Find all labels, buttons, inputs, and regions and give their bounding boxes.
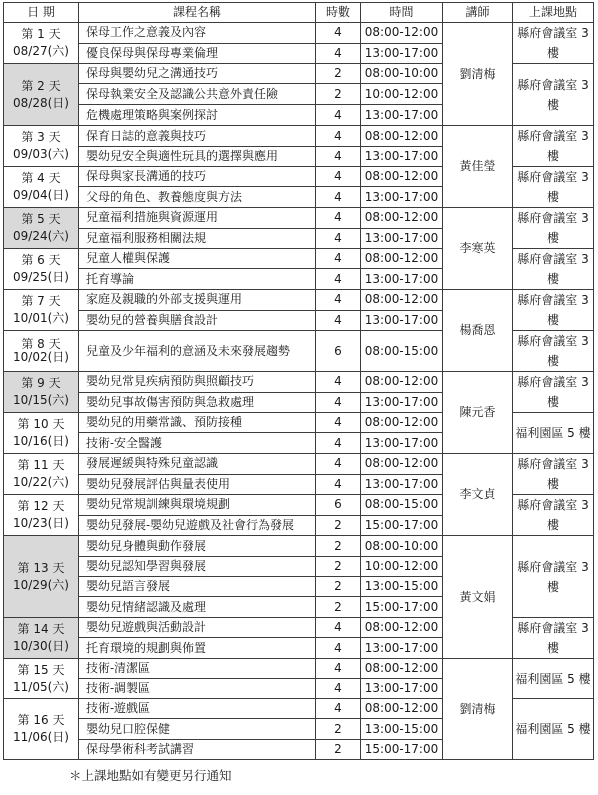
day-label: 第 5 天 [21,212,61,226]
hours-cell: 4 [316,454,361,475]
hours-cell: 4 [316,474,361,495]
course-cell: 兒童福利措施與資源運用 [79,208,316,229]
time-cell: 08:00-12:00 [361,454,443,475]
time-cell: 10:00-12:00 [361,84,443,105]
location-cell: 縣府會議室 3 樓 [513,126,594,167]
hours-cell: 2 [316,84,361,105]
day-label: 第 11 天 [17,458,65,472]
training-schedule-table [3,2,594,760]
teacher-cell: 陳元香 [443,372,513,454]
hours-cell: 4 [316,638,361,659]
header-hours: 時數 [316,3,361,23]
hours-cell: 4 [316,310,361,331]
time-cell: 08:00-15:00 [361,331,443,372]
location-cell: 縣府會議室 3 樓 [513,618,594,659]
date-label: 10/23(日) [13,516,69,530]
date-label: 09/24(六) [13,229,69,243]
time-cell: 13:00-17:00 [361,392,443,413]
footnote: ＊上課地點如有變更另行通知 [69,768,232,783]
day-label: 第 14 天 [17,622,65,636]
course-cell: 兒童人權與保護 [79,249,316,269]
time-cell: 13:00-17:00 [361,474,443,495]
day-date-cell [4,413,79,454]
time-cell: 13:00-17:00 [361,147,443,167]
hours-cell: 4 [316,372,361,393]
date-label: 10/01(六) [13,311,69,325]
hours-cell: 4 [316,167,361,187]
hours-cell: 2 [316,64,361,84]
day-label: 第 15 天 [17,662,65,677]
hours-cell: 4 [316,269,361,290]
date-label: 10/22(六) [13,475,69,489]
day-date-cell [4,372,79,413]
day-label: 第 10 天 [17,417,65,431]
day-date-cell [4,331,79,372]
course-cell: 嬰幼兒語言發展 [79,577,316,597]
day-date-cell [4,64,79,126]
location-cell: 縣府會議室 3 樓 [513,208,594,249]
location-cell: 縣府會議室 3 樓 [513,64,594,126]
location-cell: 縣府會議室 3 樓 [513,536,594,618]
course-cell: 嬰幼兒遊戲與活動設計 [79,618,316,638]
hours-cell: 4 [316,249,361,269]
hours-cell: 6 [316,331,361,372]
table-row [4,208,594,229]
time-cell: 13:00-15:00 [361,577,443,597]
date-label: 10/15(六) [13,393,69,407]
day-date-cell [4,618,79,659]
teacher-cell: 李寒英 [443,208,513,290]
course-cell: 技術-遊戲區 [79,699,316,719]
course-cell: 托育環境的規劃與佈置 [79,638,316,659]
time-cell: 08:00-12:00 [361,290,443,311]
course-cell: 嬰幼兒常見疾病預防與照顧技巧 [79,372,316,393]
hours-cell: 4 [316,228,361,249]
date-label: 08/27(六) [13,44,69,58]
hours-cell: 4 [316,618,361,638]
time-cell: 08:00-12:00 [361,208,443,229]
day-date-cell [4,208,79,249]
day-label: 第 9 天 [21,376,61,390]
teacher-cell: 黃佳瑩 [443,126,513,208]
day-date-cell [4,249,79,290]
course-cell: 嬰幼兒事故傷害預防與急救處理 [79,392,316,413]
hours-cell: 2 [316,515,361,536]
time-cell: 08:00-10:00 [361,64,443,84]
location-cell: 縣府會議室 3 樓 [513,331,594,372]
day-label: 第 8 天 [21,337,61,351]
time-cell: 08:00-12:00 [361,659,443,679]
location-cell: 縣府會議室 3 樓 [513,372,594,413]
time-cell: 08:00-15:00 [361,495,443,516]
location-cell: 福利園區 5 樓 [513,659,594,699]
hours-cell: 4 [316,105,361,126]
course-cell: 父母的角色、教養態度與方法 [79,187,316,208]
location-cell: 福利園區 5 樓 [513,413,594,454]
day-label: 第 2 天 [21,78,61,93]
location-cell: 福利園區 5 樓 [513,699,594,760]
location-cell: 縣府會議室 3 樓 [513,249,594,290]
time-cell: 08:00-12:00 [361,413,443,433]
date-label: 10/02(日) [13,350,69,364]
hours-cell: 4 [316,413,361,433]
time-cell: 13:00-15:00 [361,719,443,740]
header-time: 時間 [361,3,443,23]
hours-cell: 4 [316,699,361,719]
date-label: 10/30(日) [13,639,69,653]
time-cell: 13:00-17:00 [361,638,443,659]
course-cell: 保育日誌的意義與技巧 [79,126,316,147]
table-row [4,536,594,557]
day-label: 第 3 天 [21,130,61,144]
hours-cell: 4 [316,147,361,167]
date-label: 11/06(日) [13,730,69,744]
hours-cell: 4 [316,187,361,208]
day-date-cell [4,167,79,208]
table-row [4,23,594,44]
hours-cell: 4 [316,679,361,699]
date-label: 11/05(六) [13,679,69,694]
time-cell: 08:00-12:00 [361,126,443,147]
hours-cell: 2 [316,577,361,597]
day-date-cell [4,659,79,699]
course-cell: 兒童福利服務相關法規 [79,228,316,249]
teacher-cell: 李文貞 [443,454,513,536]
header-location: 上課地點 [513,3,594,23]
course-cell: 嬰幼兒發展-嬰幼兒遊戲及社會行為發展 [79,515,316,536]
table-row [4,372,594,393]
time-cell: 13:00-17:00 [361,43,443,64]
hours-cell: 4 [316,392,361,413]
day-label: 第 7 天 [21,294,61,308]
course-cell: 兒童及少年福利的意涵及未來發展趨勢 [79,331,316,372]
hours-cell: 4 [316,43,361,64]
course-cell: 嬰幼兒情緒認識及處理 [79,597,316,618]
time-cell: 13:00-17:00 [361,187,443,208]
table-row [4,290,594,311]
course-cell: 技術-安全醫護 [79,433,316,454]
day-date-cell [4,699,79,760]
time-cell: 08:00-12:00 [361,699,443,719]
course-cell: 嬰幼兒身體與動作發展 [79,536,316,557]
day-label: 第 12 天 [17,499,65,513]
day-date-cell [4,536,79,618]
day-date-cell [4,454,79,495]
table-row [4,126,594,147]
day-label: 第 6 天 [21,253,61,267]
course-cell: 嬰幼兒安全與適性玩具的選擇與應用 [79,147,316,167]
table-header-row [4,3,594,23]
time-cell: 13:00-17:00 [361,310,443,331]
hours-cell: 4 [316,208,361,229]
hours-cell: 2 [316,719,361,740]
time-cell: 13:00-17:00 [361,433,443,454]
day-date-cell [4,290,79,331]
time-cell: 08:00-12:00 [361,372,443,393]
time-cell: 08:00-10:00 [361,536,443,557]
time-cell: 10:00-12:00 [361,557,443,577]
location-cell: 縣府會議室 3 樓 [513,23,594,64]
hours-cell: 6 [316,495,361,516]
day-label: 第 13 天 [17,560,65,575]
course-cell: 保母工作之意義及內容 [79,23,316,44]
hours-cell: 4 [316,433,361,454]
teacher-cell: 黃文娟 [443,536,513,659]
header-teacher: 講師 [443,3,513,23]
date-label: 10/16(日) [13,434,69,448]
time-cell: 15:00-17:00 [361,597,443,618]
hours-cell: 4 [316,126,361,147]
time-cell: 13:00-17:00 [361,105,443,126]
time-cell: 08:00-12:00 [361,167,443,187]
header-course: 課程名稱 [79,3,316,23]
location-cell: 縣府會議室 3 樓 [513,454,594,495]
course-cell: 技術-清潔區 [79,659,316,679]
course-cell: 保母與家長溝通的技巧 [79,167,316,187]
course-cell: 嬰幼兒口腔保健 [79,719,316,740]
hours-cell: 4 [316,659,361,679]
date-label: 08/28(日) [13,95,69,110]
teacher-cell: 劉清梅 [443,659,513,760]
course-cell: 家庭及親職的外部支援與運用 [79,290,316,311]
course-cell: 嬰幼兒發展評估與量表使用 [79,474,316,495]
course-cell: 優良保母與保母專業倫理 [79,43,316,64]
time-cell: 13:00-17:00 [361,269,443,290]
hours-cell: 2 [316,536,361,557]
header-date: 日 期 [4,3,79,23]
hours-cell: 2 [316,740,361,760]
time-cell: 15:00-17:00 [361,515,443,536]
date-label: 09/03(六) [13,147,69,161]
time-cell: 08:00-12:00 [361,23,443,44]
course-cell: 托育導論 [79,269,316,290]
time-cell: 13:00-17:00 [361,679,443,699]
time-cell: 13:00-17:00 [361,228,443,249]
teacher-cell: 楊喬恩 [443,290,513,372]
course-cell: 保母學術科考試講習 [79,740,316,760]
teacher-cell: 劉清梅 [443,23,513,126]
date-label: 09/04(日) [13,188,69,202]
location-cell: 縣府會議室 3 樓 [513,495,594,536]
course-cell: 嬰幼兒的用藥常識、預防接種 [79,413,316,433]
course-cell: 嬰幼兒常規訓練與環境規劃 [79,495,316,516]
course-cell: 嬰幼兒的營養與膳食設計 [79,310,316,331]
course-cell: 嬰幼兒認知學習與發展 [79,557,316,577]
day-label: 第 1 天 [21,27,61,41]
hours-cell: 4 [316,23,361,44]
location-cell: 縣府會議室 3 樓 [513,290,594,331]
course-cell: 保母與嬰幼兒之溝通技巧 [79,64,316,84]
course-cell: 危機處理策略與案例探討 [79,105,316,126]
hours-cell: 2 [316,597,361,618]
location-cell: 縣府會議室 3 樓 [513,167,594,208]
date-label: 09/25(日) [13,270,69,284]
course-cell: 發展遲緩與特殊兒童認識 [79,454,316,475]
time-cell: 08:00-12:00 [361,249,443,269]
course-cell: 技術-調製區 [79,679,316,699]
day-date-cell [4,495,79,536]
table-row [4,454,594,475]
table-row [4,659,594,679]
course-cell: 保母執業安全及認識公共意外責任險 [79,84,316,105]
hours-cell: 4 [316,290,361,311]
day-label: 第 16 天 [17,713,65,727]
day-date-cell [4,23,79,64]
time-cell: 15:00-17:00 [361,740,443,760]
hours-cell: 2 [316,557,361,577]
date-label: 10/29(六) [13,577,69,592]
time-cell: 08:00-12:00 [361,618,443,638]
day-date-cell [4,126,79,167]
day-label: 第 4 天 [21,171,61,185]
